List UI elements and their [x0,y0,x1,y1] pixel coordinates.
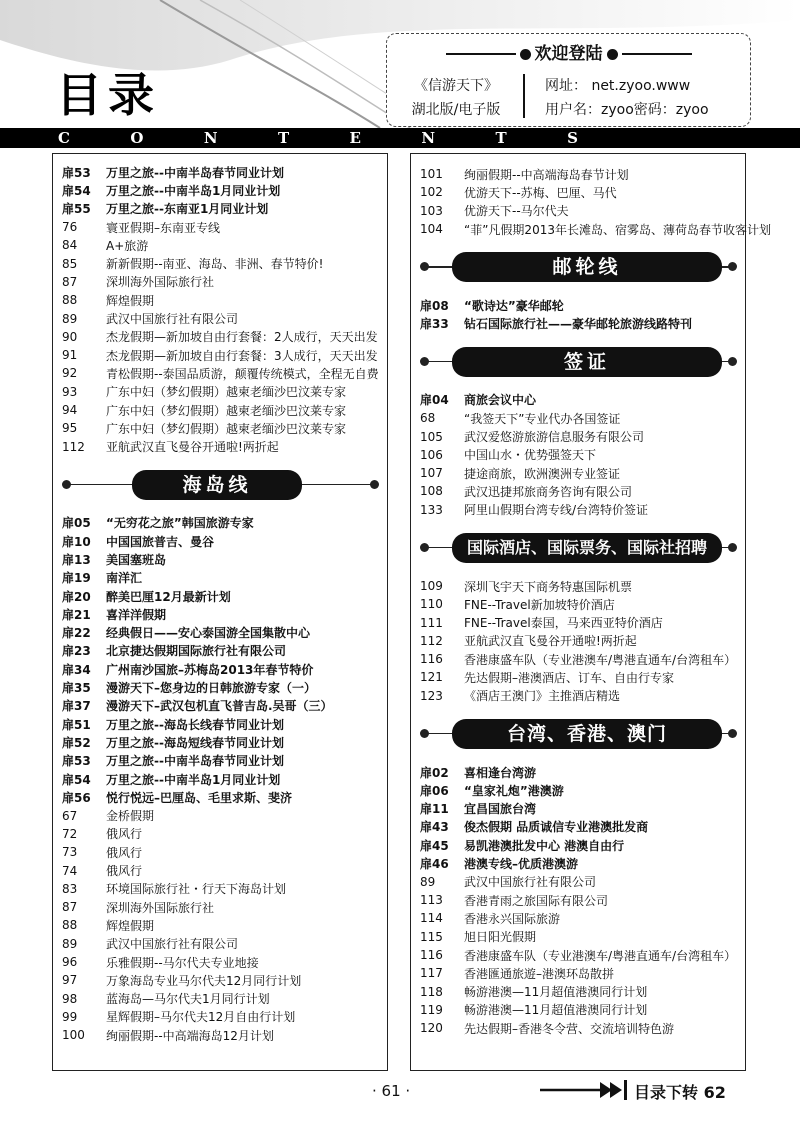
entry-page-number: 103 [420,203,443,218]
entry-page-number: 109 [420,579,443,593]
entry-page-number: 扉20 [62,589,91,604]
arrow-right-icon [540,1079,628,1101]
section-cruise [420,250,745,284]
entry-title: 喜相逢台湾游 [464,765,537,780]
entry-page-number: 112 [420,633,443,648]
entry-page-number: 88 [62,293,78,308]
list-item[interactable] [62,236,387,254]
entry-title: 杰龙假期—新加坡自由行套餐：2人成行，天天出发 [106,330,378,345]
entry-title: 绚丽假期--中高端海岛春节计划 [464,167,629,182]
contents-letter: N [421,129,436,147]
hk-list [420,763,745,1037]
entry-page-number: 扉21 [62,607,91,622]
entry-title: 俊杰假期 品质诚信专业港澳批发商 [464,820,649,835]
entry-page-number: 106 [420,447,443,462]
entry-title: 中国山水・优势强签天下 [464,448,597,463]
entry-page-number: 扉34 [62,662,91,677]
entry-title: 广州南沙国旅–苏梅岛2013年春节特价 [106,662,314,677]
entry-title: 经典假日——安心泰国游全国集散中心 [106,626,311,641]
list-item[interactable] [420,613,745,631]
list-item[interactable] [62,788,387,806]
list-item[interactable] [62,419,387,437]
entry-page-number: 74 [62,863,78,878]
list-item[interactable] [62,935,387,953]
login-brand-block [397,74,515,122]
entry-page-number: 97 [62,973,78,988]
entry-page-number: 扉08 [420,298,449,313]
entry-title: A+旅游 [106,238,149,253]
section-title-cruise: 邮轮线 [452,252,722,282]
list-item[interactable] [62,605,387,623]
entry-title: 乐雅假期--马尔代夫专业地接 [106,955,259,970]
entry-page-number: 104 [420,222,443,237]
entry-title: 商旅会议中心 [464,393,537,408]
entry-title: 武汉迅捷邦旅商务咨询有限公司 [464,484,633,499]
entry-page-number: 89 [62,311,78,326]
entry-title: 金桥假期 [106,809,155,824]
list-item[interactable] [62,880,387,898]
list-item[interactable] [62,532,387,550]
cruise-list [420,296,745,333]
list-item[interactable] [62,346,387,364]
entry-page-number: 扉19 [62,571,91,586]
list-item[interactable] [420,577,745,595]
entry-title: 广东中妇（梦幻假期）越柬老缅沙巴汶莱专家 [106,403,347,418]
section-hk [420,717,745,751]
list-item[interactable] [420,800,745,818]
list-item[interactable] [62,587,387,605]
entry-title: 醉美巴厘12月最新计划 [106,589,231,604]
entry-title: 香港康盛车队（专业港澳车/粤港直通车/台湾租车） [464,948,737,963]
list-item[interactable] [62,807,387,825]
entry-title: 漫游天下–您身边的日韩旅游专家（一） [106,681,317,696]
bullet-dot-icon [520,49,531,60]
entry-page-number: 扉52 [62,735,91,750]
section-title-island: 海岛线 [132,470,302,500]
list-item[interactable] [420,650,745,668]
contents-letter: T [277,129,290,147]
list-item[interactable] [62,328,387,346]
login-edition: 湖北版/电子版 [411,102,501,118]
entry-title: 万里之旅--中南半岛春节同业计划 [106,165,284,180]
list-item[interactable] [420,781,745,799]
list-item[interactable] [62,678,387,696]
entry-title: 《酒店王澳门》主推酒店精选 [464,689,621,704]
list-item[interactable] [420,595,745,613]
contents-letter: C [58,129,70,147]
entry-page-number: 扉35 [62,681,91,696]
entry-page-number: 扉33 [420,317,449,332]
right-top-list [420,165,771,238]
list-item[interactable] [420,854,745,872]
entry-page-number: 83 [62,881,78,896]
visa-list [420,391,745,519]
list-item[interactable] [62,770,387,788]
entry-page-number: 扉22 [62,626,91,641]
entry-page-number: 123 [420,688,443,703]
entry-page-number: 扉02 [420,765,449,780]
section-visa [420,345,745,379]
list-item[interactable] [62,1008,387,1026]
list-item[interactable] [420,763,745,781]
entry-page-number: 扉56 [62,790,91,805]
list-item[interactable] [420,964,745,982]
entry-title: 青松假期--泰国品质游，颠覆传统模式，全程无自费 [106,366,379,381]
entry-title: 香港永兴国际旅游 [464,911,561,926]
right-column [410,153,771,1071]
entry-title: 万象海岛专业马尔代夫12月同行计划 [106,973,302,988]
entry-page-number: 87 [62,274,78,289]
entry-page-number: 扉37 [62,699,91,714]
entry-page-number: 95 [62,421,78,436]
list-item[interactable] [62,1026,387,1044]
entry-title: 武汉中国旅行社有限公司 [464,875,597,890]
list-item[interactable] [420,183,745,201]
entry-title: 北京捷达假期国际旅行社有限公司 [106,644,287,659]
list-item[interactable] [420,668,745,686]
entry-title: 广东中妇（梦幻假期）越柬老缅沙巴汶莱专家 [106,385,347,400]
list-item[interactable] [62,953,387,971]
list-item[interactable] [420,632,745,650]
entry-title: 优游天下--马尔代夫 [464,204,569,219]
entry-page-number: 68 [420,411,436,426]
bullet-dot-icon [420,729,429,738]
list-item[interactable] [62,401,387,419]
entry-page-number: 扉51 [62,717,91,732]
entry-title: 蓝海岛—马尔代夫1月同行计划 [106,992,270,1007]
list-item[interactable] [62,550,387,568]
list-item[interactable] [62,898,387,916]
entry-page-number: 119 [420,1002,443,1017]
bullet-dot-icon [370,480,379,489]
entry-title: 杰龙假期—新加坡自由行套餐：3人成行，天天出发 [106,348,378,363]
entry-page-number: 94 [62,403,78,417]
list-item[interactable] [420,928,745,946]
login-title-text: 欢迎登陆 [534,44,603,64]
list-item[interactable] [62,218,387,236]
entry-page-number: 扉53 [62,165,91,180]
bullet-dot-icon [420,543,429,552]
entry-title: 漫游天下–武汉包机直飞普吉岛.吴哥（三） [106,699,333,714]
list-item[interactable] [62,697,387,715]
entry-title: 香港青雨之旅国际有限公司 [464,893,609,908]
entry-page-number: 120 [420,1021,443,1036]
entry-title: 深圳飞宇天下商务特惠国际机票 [464,579,633,594]
entry-title: 捷途商旅，欧洲澳洲专业签证 [464,466,621,481]
list-item[interactable] [62,200,387,218]
entry-page-number: 91 [62,348,78,363]
entry-title: 万里之旅--中南半岛春节同业计划 [106,754,284,769]
login-title [387,39,750,64]
entry-page-number: 扉54 [62,772,91,787]
entry-page-number: 98 [62,991,78,1006]
entry-page-number: 扉54 [62,183,91,198]
bullet-dot-icon [62,480,71,489]
list-item[interactable] [420,983,745,1001]
entry-page-number: 89 [420,874,436,889]
entry-title: 先达假期–香港冬令营、交流培训特色游 [464,1021,675,1036]
footer-divider [624,1080,627,1100]
list-item[interactable] [420,687,745,705]
list-item[interactable] [420,391,745,409]
entry-title: 万里之旅--中南半岛1月同业计划 [106,772,281,787]
entry-title: 武汉中国旅行社有限公司 [106,937,239,952]
login-url[interactable]: 网址： net.zyoo.www [545,78,691,94]
entry-title: 先达假期–港澳酒店、订车、自由行专家 [464,670,675,685]
list-item[interactable] [420,1019,745,1037]
contents-letter: N [203,129,218,147]
entry-title: 港澳专线–优质港澳游 [464,857,579,872]
entry-page-number: 101 [420,167,443,182]
entry-page-number: 扉05 [62,516,91,531]
page-title: 目录 [56,68,160,122]
entry-page-number: 116 [420,948,443,963]
entry-page-number: 105 [420,429,443,444]
list-item[interactable] [62,309,387,327]
entry-title: 万里之旅--中南半岛1月同业计划 [106,183,281,198]
list-item[interactable] [62,642,387,660]
entry-title: 易凯港澳批发中心 港澳自由行 [464,838,625,853]
entry-page-number: 115 [420,929,443,944]
header [0,0,800,150]
entry-title: “无穷花之旅”韩国旅游专家 [106,516,254,531]
list-item[interactable] [420,873,745,891]
list-item[interactable] [62,273,387,291]
entry-title: 辉煌假期 [106,918,155,933]
list-item[interactable] [420,818,745,836]
list-item[interactable] [62,861,387,879]
entry-page-number: 72 [62,826,78,841]
list-item[interactable] [420,165,745,183]
entry-page-number: 93 [62,384,78,399]
list-item[interactable] [62,733,387,751]
bullet-dot-icon [728,729,737,738]
login-credentials [545,74,709,122]
entry-page-number: 84 [62,238,78,253]
bullet-dot-icon [607,49,618,60]
entry-title: 南洋汇 [106,571,143,586]
list-item[interactable] [420,314,745,332]
entry-title: 环境国际旅行社・行天下海岛计划 [106,882,287,897]
entry-title: 钻石国际旅行社——豪华邮轮旅游线路特刊 [464,317,693,332]
entry-title: 香港康盛车队（专业港澳车/粤港直通车/台湾租车） [464,652,737,667]
entry-page-number: 117 [420,966,443,981]
entry-page-number: 111 [420,615,443,630]
entry-title: 畅游港澳—11月超值港澳同行计划 [464,985,648,1000]
entry-page-number: 88 [62,918,78,933]
entry-title: 俄风行 [106,827,143,842]
login-account: 用户名：zyoo密码：zyoo [545,102,709,118]
entry-page-number: 118 [420,984,443,999]
entry-page-number: 107 [420,466,443,481]
list-item[interactable] [420,427,745,445]
left-column [52,153,388,1071]
list-item[interactable] [62,569,387,587]
list-item[interactable] [420,501,745,519]
list-item[interactable] [62,916,387,934]
list-item[interactable] [62,624,387,642]
entry-page-number: 扉43 [420,820,449,835]
section-title-visa: 签证 [452,347,722,377]
entry-page-number: 113 [420,893,443,908]
entry-title: 畅游港澳—11月超值港澳同行计划 [464,1003,648,1018]
list-item[interactable] [420,409,745,427]
list-item[interactable] [62,715,387,733]
bullet-dot-icon [728,262,737,271]
list-item[interactable] [62,752,387,770]
entry-page-number: 87 [62,900,78,915]
list-item[interactable] [62,825,387,843]
entry-page-number: 114 [420,911,443,926]
login-title-rule [446,53,516,55]
entry-page-number: 102 [420,185,443,200]
login-brand: 《信游天下》 [414,78,498,94]
list-item[interactable] [420,220,771,238]
entry-title: 武汉爱悠游旅游信息服务有限公司 [464,430,645,445]
entry-page-number: 扉46 [420,857,449,872]
entry-title: 中国国旅普吉、曼谷 [106,534,215,549]
entry-page-number: 85 [62,256,78,271]
entry-page-number: 90 [62,329,78,344]
section-island [62,468,387,502]
entry-page-number: 121 [420,670,443,685]
entry-title: 俄风行 [106,864,143,879]
list-item[interactable] [420,1001,745,1019]
entry-title: 旭日阳光假期 [464,930,537,945]
list-item[interactable] [420,446,745,464]
entry-title: 俄风行 [106,845,143,860]
entry-page-number: 96 [62,955,78,970]
entry-page-number: 108 [420,484,443,499]
entry-title: “皇家礼炮”港澳游 [464,783,564,798]
entry-title: 美国塞班岛 [106,552,167,567]
island-list [62,514,387,1045]
entry-title: 宜昌国旅台湾 [464,802,537,817]
entry-page-number: 扉23 [62,644,91,659]
entry-title: “歌诗达”豪华邮轮 [464,298,564,313]
entry-title: 喜洋洋假期 [106,607,167,622]
entry-title: 寰亚假期–东南亚专线 [106,220,221,235]
section-title-hotel: 国际酒店、国际票务、国际社招聘 [452,533,722,563]
entry-title: 亚航武汉直飞曼谷开通啦!两折起 [106,440,279,455]
entry-title: “我签天下”专业代办各国签证 [464,411,621,426]
list-item[interactable] [62,383,387,401]
entry-title: 深圳海外国际旅行社 [106,275,215,290]
bullet-dot-icon [420,262,429,271]
entry-title: 星辉假期–马尔代夫12月自由行计划 [106,1010,296,1025]
hotel-list [420,577,745,705]
entry-title: 万里之旅--海岛长线春节同业计划 [106,717,284,732]
entry-page-number: 73 [62,845,78,860]
contents-letter: E [349,129,361,147]
bullet-dot-icon [728,543,737,552]
entry-title: 绚丽假期--中高端海岛12月计划 [106,1028,274,1043]
list-item[interactable] [62,971,387,989]
entry-title: 悦行悦远–巴厘岛、毛里求斯、斐济 [106,790,293,805]
list-item[interactable] [420,296,745,314]
entry-page-number: 99 [62,1009,78,1024]
entry-page-number: 110 [420,597,443,612]
list-item[interactable] [62,254,387,272]
entry-title: 新新假期--南亚、海岛、非洲、春节特价! [106,257,324,272]
entry-page-number: 76 [62,220,78,235]
list-item[interactable] [62,291,387,309]
entry-page-number: 扉04 [420,393,449,408]
section-title-hk: 台湾、香港、澳门 [452,719,722,749]
bullet-dot-icon [420,357,429,366]
entry-page-number: 扉10 [62,534,91,549]
contents-letter: O [130,129,144,147]
list-item[interactable] [420,946,745,964]
entry-title: 万里之旅--海岛短线春节同业计划 [106,735,284,750]
section-hotel [420,531,745,565]
entry-title: FNE--Travel新加坡特价酒店 [464,597,615,612]
list-item[interactable] [62,181,387,199]
entry-page-number: 92 [62,366,78,381]
left-top-list [62,163,387,456]
entry-page-number: 67 [62,808,78,823]
entry-page-number: 扉11 [420,802,449,817]
entry-title: 阿里山假期台湾专线/台湾特价签证 [464,503,649,518]
entry-page-number: 133 [420,502,443,517]
list-item[interactable] [420,482,745,500]
list-item[interactable] [420,836,745,854]
list-item[interactable] [62,364,387,382]
list-item[interactable] [62,437,387,455]
page-number: · 61 · [372,1082,411,1100]
contents-word [58,129,578,147]
entry-title: 广东中妇（梦幻假期）越柬老缅沙巴汶莱专家 [106,421,347,436]
list-item[interactable] [62,843,387,861]
entry-title: 武汉中国旅行社有限公司 [106,312,239,327]
list-item[interactable] [420,464,745,482]
entry-title: 辉煌假期 [106,293,155,308]
entry-title: “菲”凡假期2013年长滩岛、宿雾岛、薄荷岛春节收客计划 [464,222,771,237]
entry-page-number: 扉53 [62,754,91,769]
login-box [386,33,751,127]
entry-page-number: 89 [62,936,78,951]
contents-letter: T [495,129,507,147]
list-item[interactable] [420,891,745,909]
login-separator [523,74,525,118]
entry-page-number: 扉06 [420,783,449,798]
entry-page-number: 100 [62,1028,85,1043]
entry-page-number: 116 [420,652,443,667]
entry-page-number: 112 [62,439,85,454]
list-item[interactable] [62,989,387,1007]
entry-title: 优游天下--苏梅、巴厘、马代 [464,185,617,200]
list-item[interactable] [420,909,745,927]
list-item[interactable] [62,514,387,532]
list-item[interactable] [62,163,387,181]
login-title-rule [622,53,692,55]
entry-page-number: 扉45 [420,838,449,853]
entry-page-number: 扉13 [62,552,91,567]
contents-letter: S [567,129,578,147]
entry-page-number: 扉55 [62,202,91,217]
entry-title: 深圳海外国际旅行社 [106,900,215,915]
entry-title: FNE--Travel泰国，马来西亚特价酒店 [464,616,663,631]
list-item[interactable] [420,202,745,220]
bullet-dot-icon [728,357,737,366]
entry-title: 香港匯通旅遊–港澳环岛散拼 [464,966,615,981]
next-page-link[interactable]: 目录下转 62 [634,1083,726,1102]
list-item[interactable] [62,660,387,678]
entry-title: 亚航武汉直飞曼谷开通啦!两折起 [464,634,637,649]
entry-title: 万里之旅--东南亚1月同业计划 [106,202,269,217]
